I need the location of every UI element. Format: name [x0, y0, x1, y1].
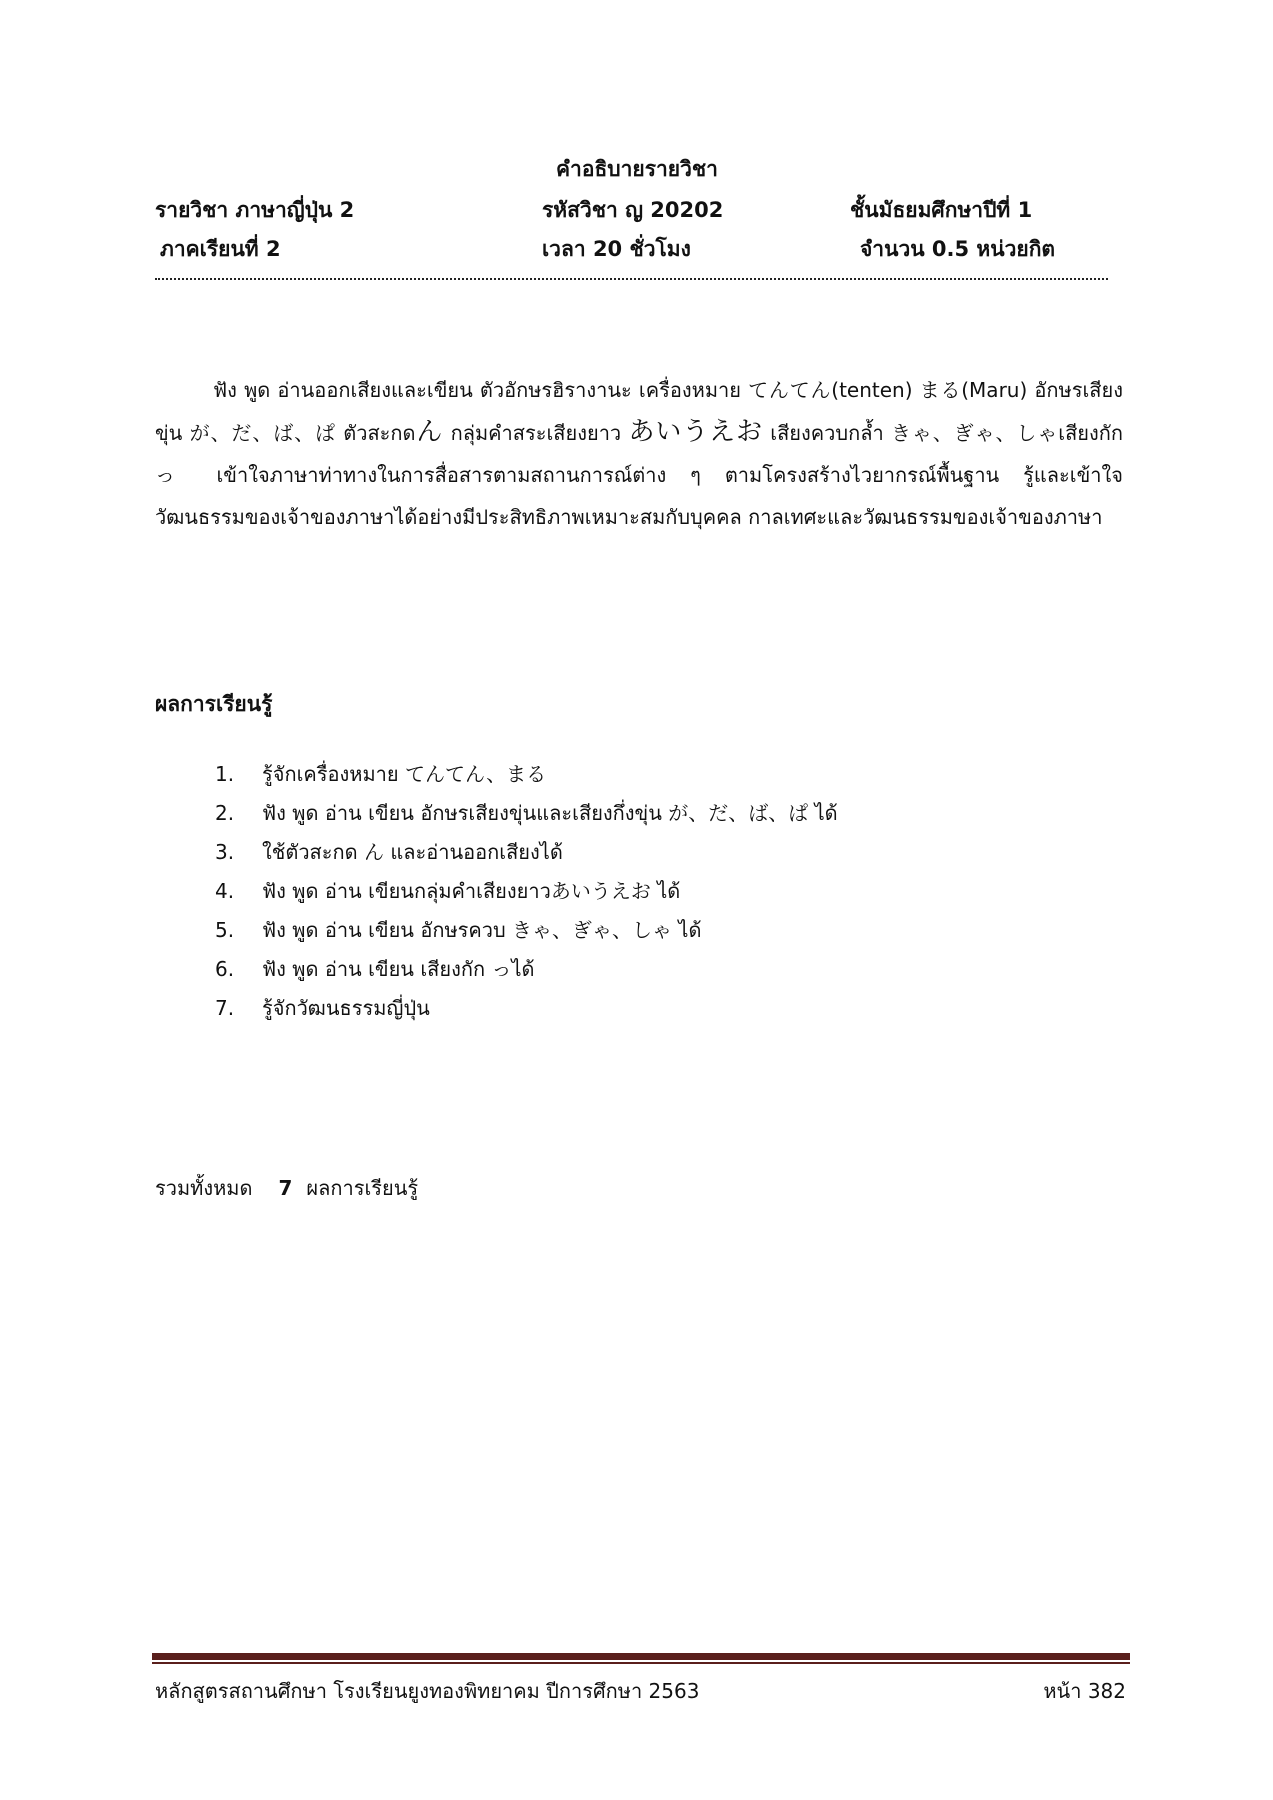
list-item	[215, 833, 838, 872]
item-number: 6.	[215, 957, 235, 981]
description-part-2: กลุ่มคำสระเสียงยาว	[443, 421, 629, 445]
credits: จำนวน 0.5 หน่วยกิต	[860, 237, 1056, 261]
item-text: ใช้ตัวสะกด ん และอ่านออกเสียงได้	[262, 840, 563, 864]
footer-rule-thick	[152, 1653, 1130, 1660]
total-count: 7	[278, 1176, 293, 1200]
dotted-separator	[155, 278, 1108, 280]
outcomes-total	[155, 1172, 418, 1204]
list-item	[215, 872, 838, 911]
footer-school: หลักสูตรสถานศึกษา โรงเรียนยูงทองพิทยาคม ปีการศึกษา 2563	[155, 1679, 700, 1703]
list-item	[215, 755, 838, 794]
item-number: 3.	[215, 840, 235, 864]
list-item	[215, 794, 838, 833]
subject-code: รหัสวิชา ญ 20202	[542, 198, 724, 222]
item-text: รู้จักวัฒนธรรมญี่ปุ่น	[262, 996, 430, 1020]
description-part-1: ฟัง พูด อ่านออกเสียงและเขียน ตัวอักษรฮิรางานะ เครื่องหมาย てんてん(tenten) まる(Maru) อักษรเสียงขุ่น が、だ、ば、ぱ ตัวสะกด	[155, 378, 1123, 445]
page-title: คำอธิบายรายวิชา	[556, 157, 718, 181]
list-item	[215, 950, 838, 989]
item-text: ฟัง พูด อ่าน เขียน อักษรเสียงขุ่นและเสียงกึ่งขุ่น が、だ、ば、ぱ ได้	[262, 801, 838, 825]
list-item	[215, 989, 838, 1028]
grade-level: ชั้นมัธยมศึกษาปีที่ 1	[850, 198, 1033, 222]
item-text: รู้จักเครื่องหมาย てんてん、まる	[262, 762, 547, 786]
total-unit: ผลการเรียนรู้	[306, 1176, 419, 1200]
study-hours: เวลา 20 ชั่วโมง	[542, 237, 691, 261]
description-vowels: あいうえお	[628, 417, 763, 447]
item-text: ฟัง พูด อ่าน เขียน เสียงกัก っได้	[262, 957, 535, 981]
item-number: 4.	[215, 879, 235, 903]
footer-rule-thin	[152, 1662, 1130, 1664]
outcomes-heading: ผลการเรียนรู้	[155, 692, 273, 716]
outcomes-list	[215, 755, 838, 1028]
item-number: 5.	[215, 918, 235, 942]
description-part-3: เสียงควบกล้ำ きゃ、ぎゃ、しゃเสียงกัก っ เข้าใจภาษาท่าทางในการสื่อสารตามสถานการณ์ต่าง ๆ ตามโครงสร้างไวยากรณ์พื้นฐาน รู้และเข้าใจวัฒนธรรมของเจ้าของภาษาได้อย่างมีประสิทธิภาพเหมาะสมกับบุคคล กาลเทศะและวัฒนธรรมของเจ้าของภาษา	[155, 421, 1123, 529]
item-number: 7.	[215, 996, 235, 1020]
total-label: รวมทั้งหมด	[155, 1176, 253, 1200]
item-number: 2.	[215, 801, 235, 825]
item-text: ฟัง พูด อ่าน เขียน อักษรควบ きゃ、ぎゃ、しゃ ได้	[262, 918, 702, 942]
course-description	[155, 369, 1123, 538]
item-number: 1.	[215, 762, 235, 786]
page-number: หน้า 382	[1043, 1679, 1126, 1703]
subject-name: รายวิชา ภาษาญี่ปุ่น 2	[155, 198, 355, 222]
description-final-n: ん	[415, 417, 444, 447]
item-text: ฟัง พูด อ่าน เขียนกลุ่มคำเสียงยาวあいうえお ได้	[262, 879, 681, 903]
semester: ภาคเรียนที่ 2	[160, 237, 281, 261]
list-item	[215, 911, 838, 950]
